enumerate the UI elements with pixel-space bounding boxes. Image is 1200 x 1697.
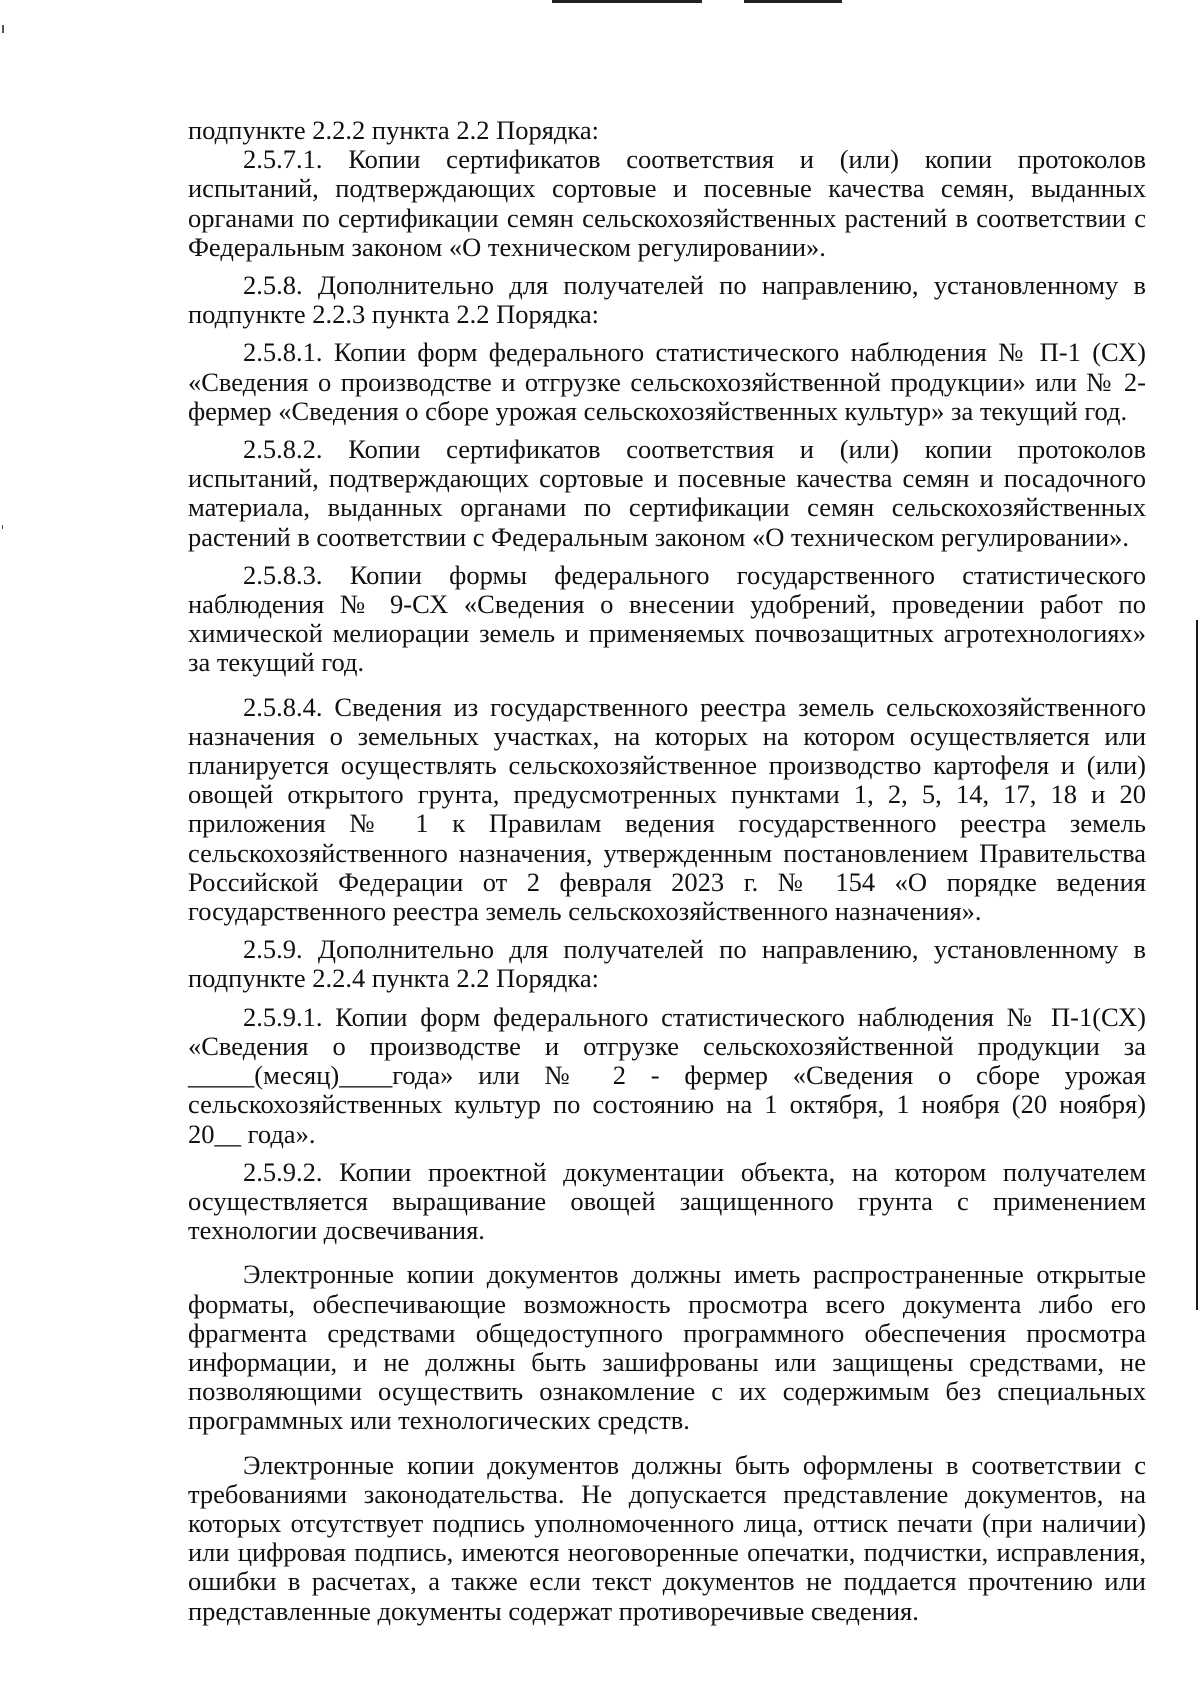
document-body (188, 116, 1146, 1626)
scan-mark (2, 525, 3, 529)
paragraph-2-5-8-1: 2.5.8.1. Копии форм федерального статистического наблюдения № П-1 (СХ) «Сведения о производстве и отгрузке сельскохозяйственной продукции» или № 2-фермер «Сведения о сборе урожая сельскохозяйственных культур» за текущий год. (188, 337, 1146, 426)
paragraph-2-5-9-2: 2.5.9.2. Копии проектной документации объекта, на котором получателем осуществляется выращивание овощей защищенного грунта с применением технологии досвечивания. (188, 1156, 1146, 1246)
paragraph-2-5-8-2: 2.5.8.2. Копии сертификатов соответствия и (или) копии протоколов испытаний, подтверждающих сортовые и посевные качества семян и посадочного материала, выданных органами по сертификации семян сельскохозяйственных растений в соответствии с Федеральным законом «О техническом регулировании». (188, 434, 1146, 552)
paragraph-continuation: подпункте 2.2.2 пункта 2.2 Порядка: (188, 115, 599, 145)
paragraph-2-5-8-4: 2.5.8.4. Сведения из государственного реестра земель сельскохозяйственного назначения о земельных участках, на которых на котором осуществляется или планируется осуществлять сельскохозяйственное производство картофеля и (или) овощей открытого грунта, предусмотренных пунктами 1, 2, 5, 14, 17, 18 и 20 приложения № 1 к Правилам ведения государственного реестра земель сельскохозяйственного назначения, утвержденным постановлением Правительства Российской Федерации от 2 февраля 2023 г. № 154 «О порядке ведения государственного реестра земель сельскохозяйственного назначения». (188, 691, 1146, 927)
paragraph-2-5-8-3: 2.5.8.3. Копии формы федерального государственного статистического наблюдения № 9-СХ «Сведения о внесении удобрений, проведении работ по химической мелиорации земель и применяемых почвозащитных агротехнологиях» за текущий год. (188, 559, 1146, 678)
scan-mark (2, 25, 4, 33)
paragraph-2-5-7-1: 2.5.7.1. Копии сертификатов соответствия и (или) копии протоколов испытаний, подтверждающих сортовые и посевные качества семян, выданных органами по сертификации семян сельскохозяйственных растений в соответствии с Федеральным законом «О техническом регулировании». (188, 144, 1146, 262)
paragraph-2-5-9: 2.5.9. Дополнительно для получателей по направлению, установленному в подпункте 2.2.4 пункта 2.2 Порядка: (188, 934, 1146, 994)
paragraph-electronic-requirements: Электронные копии документов должны быть оформлены в соответствии с требованиями законодательства. Не допускается представление документов, на которых отсутствует подпись уполномоченного лица, оттиск печати (при наличии) или цифровая подпись, имеются неоговоренные опечатки, подчистки, исправления, ошибки в расчетах, а также если текст документов не поддается прочтению или представленные документы содержат противоречивые сведения. (188, 1449, 1146, 1626)
paragraph-2-5-9-1: 2.5.9.1. Копии форм федерального статистического наблюдения № П-1(СХ) «Сведения о производстве и отгрузке сельскохозяйственной продукции за _____(месяц)____года» или № 2 - фермер «Сведения о сборе урожая сельскохозяйственных культур по состоянию на 1 октября, 1 ноября (20 ноября) 20__ года». (188, 1001, 1146, 1149)
margin-rule (1196, 620, 1198, 1310)
header-rule-mark (552, 0, 702, 3)
paragraph-2-5-8: 2.5.8. Дополнительно для получателей по направлению, установленному в подпункте 2.2.3 пункта 2.2 Порядка: (188, 270, 1146, 330)
paragraph-electronic-formats: Электронные копии документов должны иметь распространенные открытые форматы, обеспечивающие возможность просмотра всего документа либо его фрагмента средствами общедоступного программного обеспечения просмотра информации, и не должны быть зашифрованы или защищены средствами, не позволяющими осуществить ознакомление с их содержимым без специальных программных или технологических средств. (188, 1259, 1146, 1436)
header-rule-mark (744, 0, 842, 3)
